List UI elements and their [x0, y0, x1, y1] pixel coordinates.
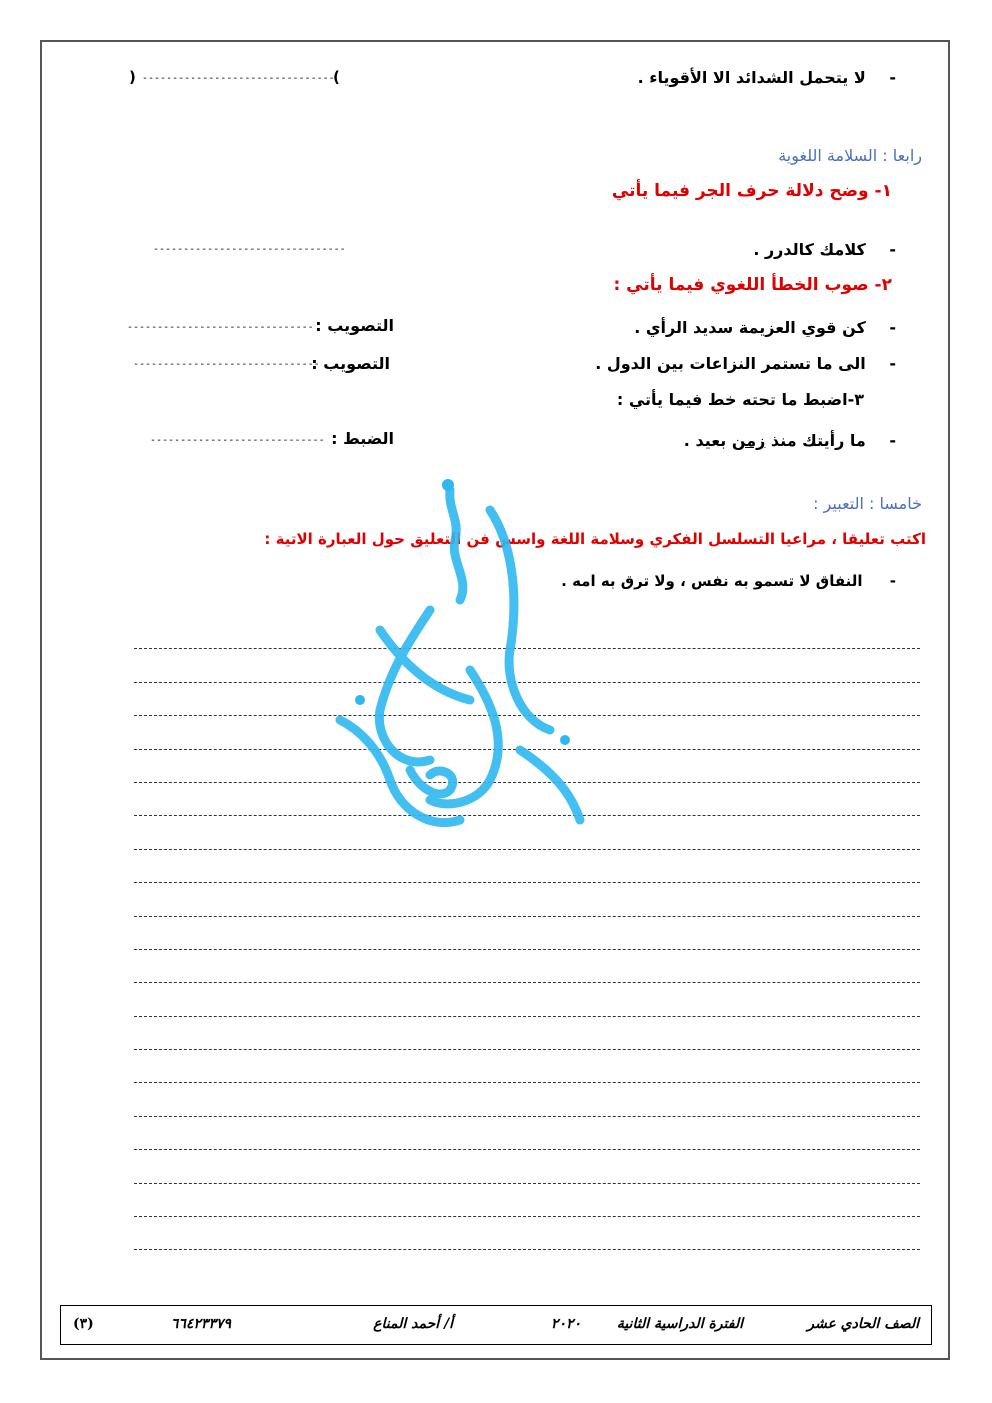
writing-line[interactable] [134, 1190, 920, 1223]
q2-heading [613, 275, 892, 295]
q2-item-1-label: التصويب : [315, 316, 394, 335]
watermark-signature [320, 470, 620, 850]
q2-item-2-answer-line[interactable]: ------------------------------- [133, 359, 320, 370]
top-item-text: لا يتحمل الشدائد الا الأقوياء . [637, 68, 866, 87]
q3-item-label: الضبط : [331, 429, 394, 448]
q1-item-text: كلامك كالدرر . [753, 240, 866, 259]
q2-text: صوب الخطأ اللغوي فيما يأتي : [613, 275, 869, 295]
writing-line[interactable] [134, 923, 920, 956]
q1-text: وضح دلالة حرف الجر فيما يأتي [611, 181, 869, 201]
writing-line[interactable] [134, 956, 920, 989]
bullet: - [889, 318, 896, 337]
q2-number: ٢- [874, 275, 892, 295]
q3-heading: ٣-اضبط ما تحته خط فيما يأتي : [616, 390, 864, 409]
section5-instruction: اكتب تعليقا ، مراعيا التسلسل الفكري وسلامة اللغة واسس فن التعليق حول العبارة الاتية : [264, 530, 926, 548]
section4-title: رابعا : السلامة اللغوية [778, 146, 922, 165]
writing-line[interactable] [134, 1156, 920, 1189]
top-bracket-close: ) [129, 68, 136, 86]
top-bracket-open: ( [333, 68, 340, 86]
footer-phone: ٦٦٤٢٣٣٧٩ [170, 1316, 231, 1332]
writing-line[interactable] [134, 1089, 920, 1122]
footer-term: الفترة الدراسية الثانية [616, 1316, 743, 1332]
q2-item-2 [595, 354, 896, 373]
writing-line[interactable] [134, 1056, 920, 1089]
bullet: - [889, 68, 896, 87]
writing-line[interactable] [134, 889, 920, 922]
q1-answer-line[interactable]: -------------------------------- [153, 244, 346, 255]
q3-answer-line[interactable]: ----------------------------- [150, 435, 325, 446]
q3-item-after: بعيد . [683, 431, 732, 450]
writing-line[interactable] [134, 1223, 920, 1256]
q3-item [684, 431, 896, 450]
top-answer-line[interactable]: -------------------------------- [142, 73, 335, 84]
bullet: - [889, 431, 896, 450]
bullet: - [889, 354, 896, 373]
writing-line[interactable] [134, 1123, 920, 1156]
q1-item [753, 240, 896, 259]
q3-item-underlined: زمن [731, 431, 766, 450]
q2-item-2-label: التصويب : [311, 354, 390, 373]
q2-item-1 [634, 318, 896, 337]
q1-heading [612, 181, 892, 201]
footer-grade: الصف الحادي عشر [807, 1316, 919, 1332]
top-item [638, 68, 896, 87]
q2-item-1-answer-line[interactable]: ------------------------------- [127, 322, 314, 333]
footer-bar [60, 1305, 932, 1345]
q2-item-2-text: الى ما تستمر النزاعات بين الدول . [595, 354, 866, 373]
section5-title: خامسا : التعبير : [813, 494, 922, 513]
quote-text: النفاق لا تسمو به نفس ، ولا ترق به امه . [561, 572, 863, 590]
writing-line[interactable] [134, 856, 920, 889]
q2-item-1-text: كن قوي العزيمة سديد الرأي . [634, 318, 866, 337]
writing-line[interactable] [134, 989, 920, 1022]
writing-line[interactable] [134, 1023, 920, 1056]
q3-item-before: ما رأيتك منذ [765, 431, 866, 450]
q1-number: ١- [874, 181, 892, 201]
bullet: - [889, 572, 896, 590]
footer-teacher: أ/ أحمد المناع [373, 1316, 453, 1332]
bullet: - [889, 240, 896, 259]
footer-page-number: (٣) [73, 1316, 94, 1332]
footer-year: ٢٠٢٠ [550, 1316, 581, 1332]
